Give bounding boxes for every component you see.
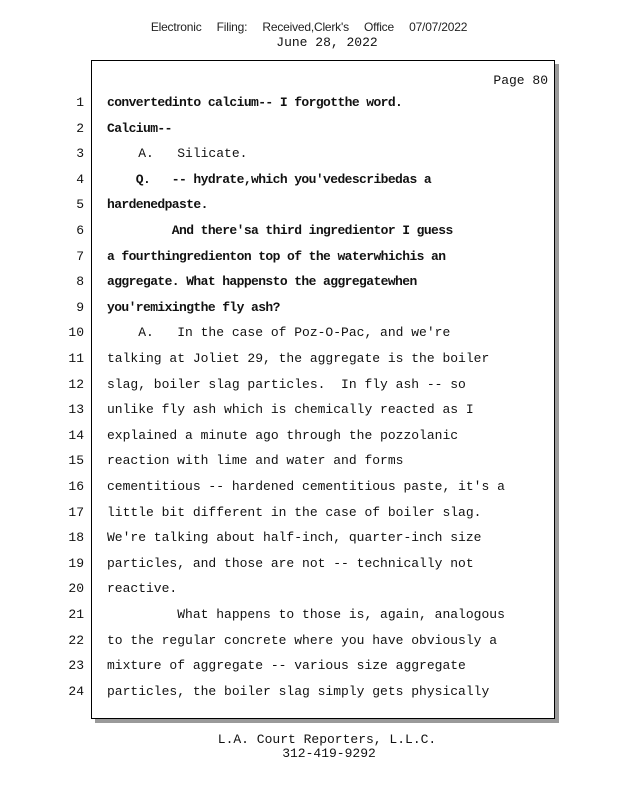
filing-part: Electronic — [150, 20, 202, 34]
page-number: Page 80 — [493, 73, 548, 88]
line-number: 9 — [76, 300, 84, 315]
line-number: 17 — [68, 505, 84, 520]
line-number: 4 — [76, 172, 84, 187]
transcript-line: Q. -- hydrate,which you'vedescribedas a — [107, 172, 432, 187]
transcript-line: What happens to those is, again, analogous — [107, 607, 505, 622]
transcript-line: A. Silicate. — [107, 146, 248, 161]
line-number: 24 — [68, 684, 84, 699]
transcript-line: a fourthingredienton top of the waterwhichis an — [107, 249, 446, 264]
filing-part: Received,Clerk's — [262, 20, 349, 34]
transcript-line: to the regular concrete where you have obviously a — [107, 633, 498, 648]
line-number: 13 — [68, 402, 84, 417]
transcript-line: particles, the boiler slag simply gets physically — [107, 684, 490, 699]
transcript-line: mixture of aggregate -- various size aggregate — [107, 658, 466, 673]
line-number: 5 — [76, 197, 84, 212]
line-number: 3 — [76, 146, 84, 161]
transcript-line: A. In the case of Poz-O-Pac, and we're — [107, 325, 451, 340]
transcript-line: cementitious -- hardened cementitious paste, it's a — [107, 479, 505, 494]
line-number: 20 — [68, 581, 84, 596]
filing-part: Filing: — [216, 20, 248, 34]
transcript-line: talking at Joliet 29, the aggregate is the boiler — [107, 351, 490, 366]
reporter-phone: 312-419-9292 — [282, 746, 376, 761]
reporter-firm: L.A. Court Reporters, L.L.C. — [217, 732, 437, 747]
line-number: 22 — [68, 633, 84, 648]
transcript-line: Calcium-- — [107, 121, 172, 136]
line-number: 19 — [68, 556, 84, 571]
transcript-line: convertedinto calcium-- I forgotthe word. — [107, 95, 403, 110]
line-number: 7 — [76, 249, 84, 264]
line-number: 12 — [68, 377, 84, 392]
filing-part: Office — [364, 20, 394, 34]
transcript-line: reaction with lime and water and forms — [107, 453, 404, 468]
line-number: 18 — [68, 530, 84, 545]
transcript-line: explained a minute ago through the pozzolanic — [107, 428, 459, 443]
transcript-line: aggregate. What happensto the aggregatewhen — [107, 274, 417, 289]
transcript-line: And there'sa third ingredientor I guess — [107, 223, 453, 238]
line-number: 16 — [68, 479, 84, 494]
line-number: 2 — [76, 121, 84, 136]
line-number: 1 — [76, 95, 84, 110]
transcript-line: hardenedpaste. — [107, 197, 208, 212]
line-number: 11 — [68, 351, 84, 366]
transcript-line: We're talking about half-inch, quarter-inch size — [107, 530, 482, 545]
transcript-line: slag, boiler slag particles. In fly ash -- so — [107, 377, 466, 392]
filing-part: 07/07/2022 — [409, 20, 468, 34]
line-number: 8 — [76, 274, 84, 289]
transcript-line: unlike fly ash which is chemically reacted as I — [107, 402, 474, 417]
line-number: 14 — [68, 428, 84, 443]
transcript-line: you'remixingthe fly ash? — [107, 300, 280, 315]
line-number: 23 — [68, 658, 84, 673]
line-number: 21 — [68, 607, 84, 622]
line-number: 6 — [76, 223, 84, 238]
transcript-line: particles, and those are not -- technically not — [107, 556, 474, 571]
line-number: 10 — [68, 325, 84, 340]
deposition-date: June 28, 2022 — [276, 35, 378, 50]
transcript-line: little bit different in the case of boiler slag. — [107, 505, 482, 520]
line-number: 15 — [68, 453, 84, 468]
transcript-line: reactive. — [107, 581, 178, 596]
filing-stamp — [0, 20, 618, 34]
